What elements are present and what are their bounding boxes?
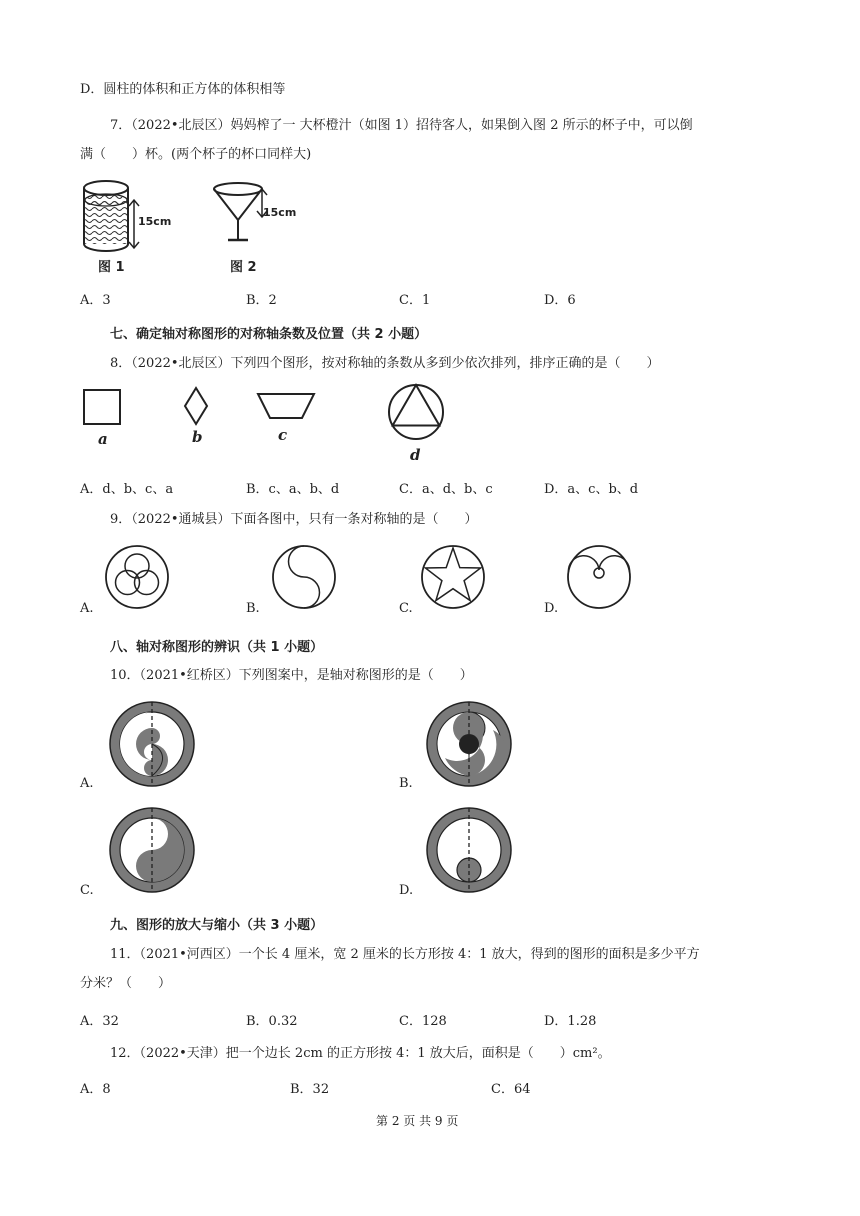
q7-figure-1-height-label: 15cm	[138, 215, 172, 228]
q12-option-c[interactable]: C．64	[491, 1082, 531, 1097]
q12-option-a[interactable]: A．8	[80, 1082, 111, 1097]
q8-figure-label-c: c	[278, 426, 288, 444]
q9-text: 9．（2022•通城县）下面各图中，只有一条对称轴的是（ ）	[110, 512, 478, 527]
q10-figure-c	[108, 806, 196, 894]
section-9-title: 九、图形的放大与缩小（共 3 小题）	[110, 918, 324, 933]
q7-option-b[interactable]: B．2	[246, 293, 277, 308]
q7-text-line1: 7．（2022•北辰区）妈妈榨了一 大杯橙汁（如图 1）招待客人，如果倒入图 2 所示的杯子中，可以倒	[110, 118, 693, 133]
section-8-title: 八、轴对称图形的辨识（共 1 小题）	[110, 640, 324, 655]
q7-option-a[interactable]: A．3	[80, 293, 111, 308]
q7-figure-2-height-label: 15cm	[263, 206, 297, 219]
q7-figure-1-label: 图 1	[98, 260, 125, 275]
q11-option-c[interactable]: C．128	[399, 1014, 447, 1029]
q9-option-c[interactable]: C.	[399, 601, 413, 616]
q10-option-b[interactable]: B.	[399, 776, 413, 791]
section-7-title: 七、确定轴对称图形的对称轴条数及位置（共 2 小题）	[110, 327, 428, 342]
q8-figure-label-a: a	[98, 430, 108, 448]
q9-figure-c-star	[420, 544, 486, 610]
q7-option-c[interactable]: C．1	[399, 293, 431, 308]
q8-figure-d-circle-triangle	[386, 382, 446, 442]
q8-figure-label-d: d	[410, 446, 421, 464]
q8-option-a[interactable]: A．d、b、c、a	[80, 482, 174, 497]
q10-figure-d	[425, 806, 513, 894]
q7-text-line2: 满（ ）杯。(两个杯子的杯口同样大)	[80, 147, 312, 162]
q9-figure-a-three-petals	[104, 544, 170, 610]
q9-figure-b-s-curve	[271, 544, 337, 610]
q11-text-line2: 分米？（ ）	[80, 976, 172, 991]
q8-option-b[interactable]: B．c、a、b、d	[246, 482, 340, 497]
q9-option-d[interactable]: D.	[544, 601, 559, 616]
q10-option-a[interactable]: A.	[80, 776, 94, 791]
q10-option-d[interactable]: D.	[399, 883, 414, 898]
q8-figure-b-rhombus	[182, 386, 212, 428]
q9-option-b[interactable]: B.	[246, 601, 260, 616]
page-footer: 第 2 页 共 9 页	[376, 1114, 459, 1128]
q10-figure-b	[425, 700, 513, 788]
q11-option-d[interactable]: D．1.28	[544, 1014, 597, 1029]
q8-option-c[interactable]: C．a、d、b、c	[399, 482, 493, 497]
q11-option-a[interactable]: A．32	[80, 1014, 119, 1029]
q10-option-c[interactable]: C.	[80, 883, 94, 898]
q11-option-b[interactable]: B．0.32	[246, 1014, 298, 1029]
q11-text-line1: 11．（2021•河西区）一个长 4 厘米，宽 2 厘米的长方形按 4：1 放大，得到的图形的面积是多少平方	[110, 947, 700, 962]
q10-text: 10．（2021•红桥区）下列图案中，是轴对称图形的是（ ）	[110, 668, 473, 683]
q12-option-b[interactable]: B．32	[290, 1082, 330, 1097]
q7-option-d[interactable]: D．6	[544, 293, 576, 308]
q8-text: 8．（2022•北辰区）下列四个图形，按对称轴的条数从多到少依次排列，排序正确的是（ ）	[110, 356, 660, 371]
q9-figure-d-arcs	[566, 544, 632, 610]
q6-option-d: D．圆柱的体积和正方体的体积相等	[80, 82, 286, 97]
q8-figure-a-square	[82, 388, 124, 428]
q8-figure-c-trapezoid	[256, 390, 318, 424]
q9-option-a[interactable]: A.	[80, 601, 94, 616]
q8-option-d[interactable]: D．a、c、b、d	[544, 482, 639, 497]
q10-figure-a	[108, 700, 196, 788]
q7-figure-2-label: 图 2	[230, 260, 257, 275]
q8-figure-label-b: b	[192, 428, 203, 446]
q12-text: 12．（2022•天津）把一个边长 2cm 的正方形按 4：1 放大后，面积是（ ）cm²。	[110, 1046, 611, 1061]
